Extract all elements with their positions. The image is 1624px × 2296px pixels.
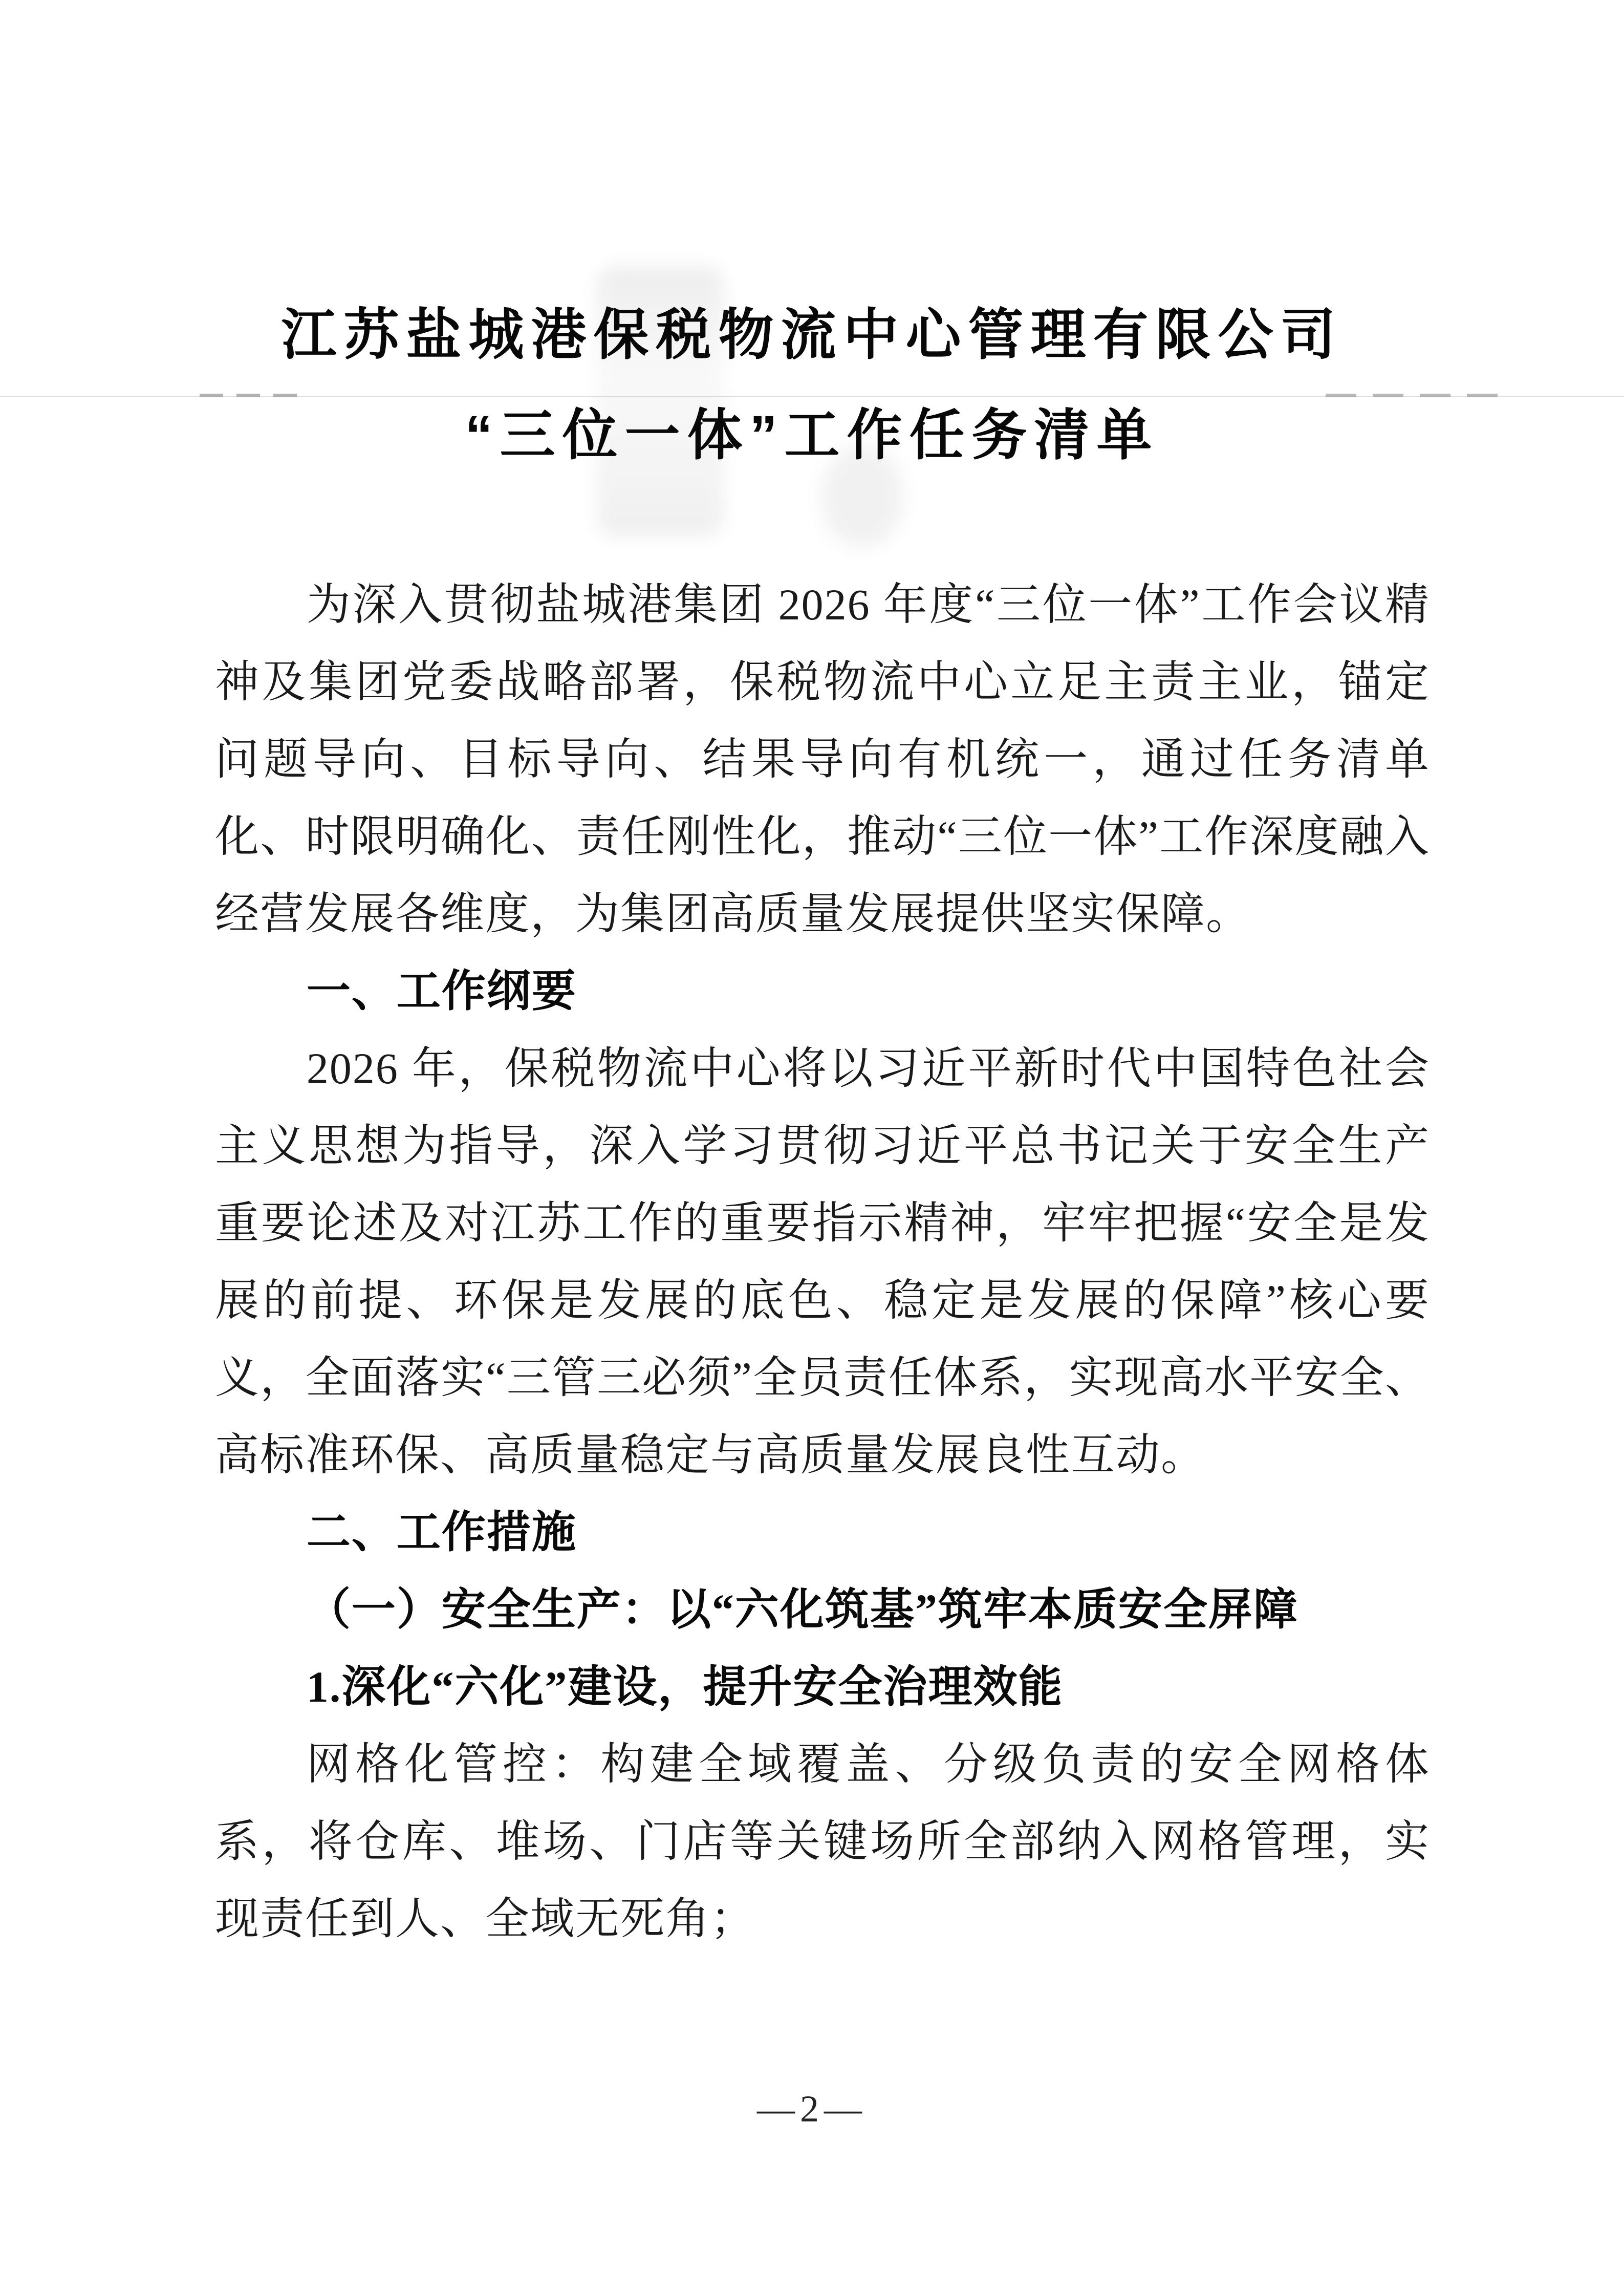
heading-work-outline: 一、工作纲要 (306, 967, 577, 1016)
paragraph-grid-control: 网格化管控：构建全域覆盖、分级负责的安全网格体系，将仓库、堆场、门店等关键场所全部纳入网格管理，实现责任到人、全域无死角； (215, 1740, 1430, 1943)
paragraph-outline: 2026 年，保税物流中心将以习近平新时代中国特色社会主义思想为指导，深入学习贯彻习近平总书记关于安全生产重要论述及对江苏工作的重要指示精神，牢牢把握“安全是发展的前提、环保是发展的底色、稳定是发展的保障”核心要义，全面落实“三管三必须”全员责任体系，实现高水平安全、高标准环保、高质量稳定与高质量发展良性互动。 (215, 1044, 1430, 1479)
document-title-line1: 江苏盐城港保税物流中心管理有限公司 (281, 304, 1343, 366)
document-title (0, 285, 1624, 485)
paragraph-intro: 为深入贯彻盐城港集团 2026 年度“三位一体”工作会议精神及集团党委战略部署，保税物流中心立足主责主业，锚定问题导向、目标导向、结果导向有机统一，通过任务清单化、时限明确化、责任刚性化，推动“三位一体”工作深度融入经营发展各维度，为集团高质量发展提供坚实保障。 (215, 580, 1430, 938)
document-body (215, 566, 1430, 1958)
heading-six-modernizations: 1.深化“六化”建设，提升安全治理效能 (306, 1662, 1064, 1711)
heading-work-measures: 二、工作措施 (306, 1508, 577, 1557)
document-title-line2: “三位一体”工作任务清单 (465, 404, 1159, 466)
page-number: —2— (757, 2088, 867, 2130)
heading-safety-production: （一）安全生产：以“六化筑基”筑牢本质安全屏障 (306, 1585, 1298, 1634)
